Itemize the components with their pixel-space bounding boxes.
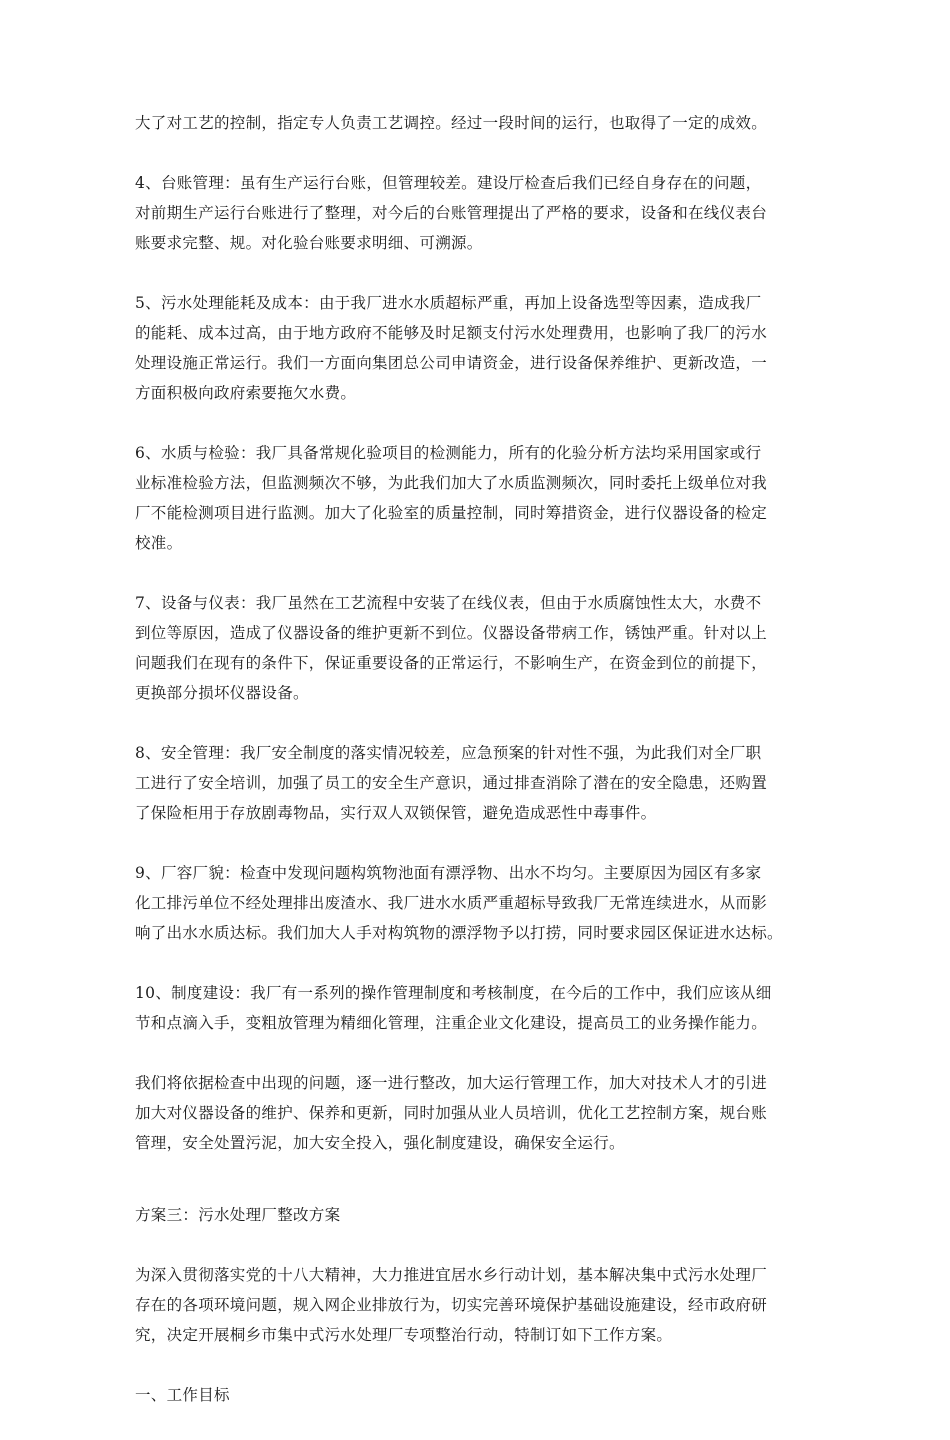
text-line: 了保险柜用于存放剧毒物品，实行双人双锁保管，避免造成恶性中毒事件。	[135, 804, 657, 822]
text-line: 6、水质与检验：我厂具备常规化验项目的检测能力，所有的化验分析方法均采用国家或行	[135, 444, 762, 462]
text-line: 10、制度建设：我厂有一系列的操作管理制度和考核制度，在今后的工作中，我们应该从细	[135, 984, 772, 1002]
text-line: 4、台账管理：虽有生产运行台账，但管理较差。建设厅检查后我们已经自身存在的问题，	[135, 174, 762, 192]
text-line: 化工排污单位不经处理排出废渣水、我厂进水水质严重超标导致我厂无常连续进水，从而影	[135, 894, 768, 912]
text-line: 管理，安全处置污泥，加大安全投入，强化制度建设，确保安全运行。	[135, 1134, 625, 1152]
section-spacer	[135, 1188, 825, 1200]
text-line: 工进行了安全培训，加强了员工的安全生产意识，通过排查消除了潜在的安全隐患，还购置	[135, 774, 768, 792]
paragraph-item-7	[135, 588, 825, 708]
text-line: 存在的各项环境问题，规入网企业排放行为，切实完善环境保护基础设施建设，经市政府研	[135, 1296, 768, 1314]
text-line: 大了对工艺的控制，指定专人负责工艺调控。经过一段时间的运行，也取得了一定的成效。	[135, 114, 768, 132]
section-title	[135, 1200, 825, 1230]
paragraph-item-4	[135, 168, 825, 258]
paragraph-item-9	[135, 858, 825, 948]
text-line: 响了出水水质达标。我们加大人手对构筑物的漂浮物予以打捞，同时要求园区保证进水达标。	[135, 924, 783, 942]
text-line: 处理设施正常运行。我们一方面向集团总公司申请资金，进行设备保养维护、更新改造，一	[135, 354, 768, 372]
text-line: 9、厂容厂貌：检查中发现问题构筑物池面有漂浮物、出水不均匀。主要原因为园区有多家	[135, 864, 762, 882]
text-line: 对前期生产运行台账进行了整理，对今后的台账管理提出了严格的要求，设备和在线仪表台	[135, 204, 768, 222]
text-line: 我们将依据检查中出现的问题，逐一进行整改，加大运行管理工作，加大对技术人才的引进	[135, 1074, 768, 1092]
text-line: 方面积极向政府索要拖欠水费。	[135, 384, 357, 402]
text-line: 问题我们在现有的条件下，保证重要设备的正常运行，不影响生产，在资金到位的前提下，	[135, 654, 768, 672]
text-line: 节和点滴入手，变粗放管理为精细化管理，注重企业文化建设，提高员工的业务操作能力。	[135, 1014, 768, 1032]
document-body	[135, 108, 825, 1440]
paragraph-section-intro	[135, 1260, 825, 1350]
paragraph-item-10	[135, 978, 825, 1038]
text-line: 究，决定开展桐乡市集中式污水处理厂专项整治行动，特制订如下工作方案。	[135, 1326, 673, 1344]
paragraph-intro-tail	[135, 108, 825, 138]
section-title-text: 方案三：污水处理厂整改方案	[135, 1206, 341, 1224]
paragraph-item-6	[135, 438, 825, 558]
paragraph-summary	[135, 1068, 825, 1158]
text-line: 业标准检验方法，但监测频次不够，为此我们加大了水质监测频次，同时委托上级单位对我	[135, 474, 768, 492]
text-line: 7、设备与仪表：我厂虽然在工艺流程中安装了在线仪表，但由于水质腐蚀性太大，水费不	[135, 594, 762, 612]
text-line: 账要求完整、规。对化验台账要求明细、可溯源。	[135, 234, 483, 252]
text-line: 8、安全管理：我厂安全制度的落实情况较差，应急预案的针对性不强，为此我们对全厂职	[135, 744, 762, 762]
text-line: 的能耗、成本过高，由于地方政府不能够及时足额支付污水处理费用，也影响了我厂的污水	[135, 324, 768, 342]
paragraph-item-8	[135, 738, 825, 828]
text-line: 到位等原因，造成了仪器设备的维护更新不到位。仪器设备带病工作，锈蚀严重。针对以上	[135, 624, 768, 642]
text-line: 5、污水处理能耗及成本：由于我厂进水水质超标严重，再加上设备选型等因素，造成我厂	[135, 294, 762, 312]
text-line: 更换部分损坏仪器设备。	[135, 684, 309, 702]
subheading	[135, 1380, 825, 1410]
text-line: 加大对仪器设备的维护、保养和更新，同时加强从业人员培训，优化工艺控制方案，规台账	[135, 1104, 768, 1122]
text-line: 校准。	[135, 534, 183, 552]
paragraph-item-5	[135, 288, 825, 408]
text-line: 为深入贯彻落实党的十八大精神，大力推进宜居水乡行动计划，基本解决集中式污水处理厂	[135, 1266, 768, 1284]
subheading-text: 一、工作目标	[135, 1386, 230, 1404]
text-line: 厂不能检测项目进行监测。加大了化验室的质量控制，同时筹措资金，进行仪器设备的检定	[135, 504, 768, 522]
